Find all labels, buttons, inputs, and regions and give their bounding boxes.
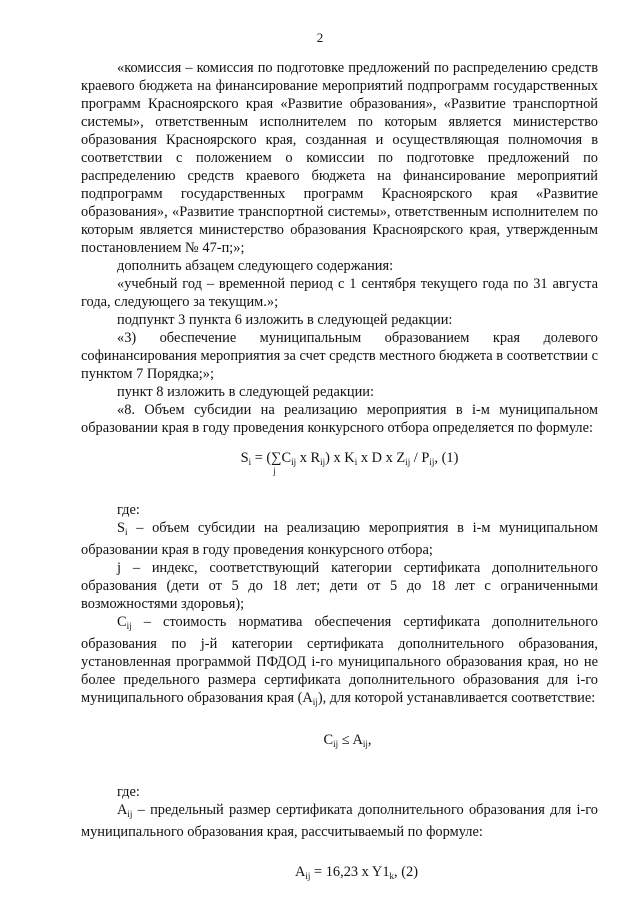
paragraph-aij-definition: $A_{ij}$ – предельный размер сертификата дополнительного образования для i-го муниципального образования края, рассчитываемый по формуле: <box>81 802 598 840</box>
paragraph-add-clause: дополнить абзацем следующего содержания: <box>117 258 394 274</box>
paragraph-commission-definition: «комиссия – комиссия по подготовке предложений по распределению средств краевого бюджета на финансирование мероприятий подпрограмм государственных программ Красноярского края «Развитие образования», «Развитие транспортной системы», ответственным исполнителем по которым является министерство образования Красноярского края, созданная и осуществляющая полномочия в соответствии с положением о комиссии по подготовке предложений по распределению средств краевого бюджета на финансирование мероприятий подпрограмм государственных программ Красноярского края «Развитие образования», «Развитие транспортной системы», ответственным исполнителем по которым является министерство образования Красноярского края, утвержденным постановлением № 47-п;»; <box>81 60 598 256</box>
paragraph-subsidy-volume: «8. Объем субсидии на реализацию мероприятия в i-м муниципальном образовании края в году проведения конкурсного отбора определяется по формуле: <box>81 402 598 436</box>
paragraph-si-definition: $S_i$ – объем субсидии на реализацию мероприятия в i-м муниципальном образовании края в году проведения конкурсного отбора; <box>81 520 598 558</box>
paragraph-subpoint-3: подпункт 3 пункта 6 изложить в следующей редакции: <box>117 312 453 328</box>
paragraph-where-1: где: <box>117 502 140 518</box>
formula-2: $A_{ij} = 16,23$ x $Y1_k$, (2) <box>294 864 419 881</box>
paragraph-j-definition: j – индекс, соответствующий категории сертификата дополнительного образования (дети от 5 до 18 лет; дети от 5 до 18 лет с ограниченными возможностями здоровья); <box>81 560 598 612</box>
document-body <box>81 59 598 893</box>
paragraph-cofinancing: «3) обеспечение муниципальным образованием края долевого софинансирования мероприятия за счет средств местного бюджета в соответствии с пунктом 7 Порядка;»; <box>81 330 598 382</box>
formula-inequality: $C_{ij} \le A_{ij}$, <box>323 732 372 749</box>
sum-symbol: ∑ j <box>271 450 282 476</box>
page-number: 2 <box>316 30 324 45</box>
paragraph-where-2: где: <box>117 784 140 800</box>
paragraph-academic-year: «учебный год – временной период с 1 сентября текущего года по 31 августа года, следующего за текущим.»; <box>81 276 598 310</box>
paragraph-point-8: пункт 8 изложить в следующей редакции: <box>117 384 374 400</box>
paragraph-cij-definition: $C_{ij}$ – стоимость норматива обеспечения сертификата дополнительного образования по j-й категории сертификата дополнительного образования, установленная программой ПФДОД i-го муниципального образования края, но не более предельного размера сертификата дополнительного образования для i-го муниципального образования края $(A_{ij})$, для которой устанавливается соответствие: <box>81 614 598 707</box>
formula-1: $S_i$ = (∑ j $C_{ij}$ x $R_{ij}$) x $K_i$ x D x $Z_{ij} / P_{ij}$, (1) <box>240 450 459 476</box>
